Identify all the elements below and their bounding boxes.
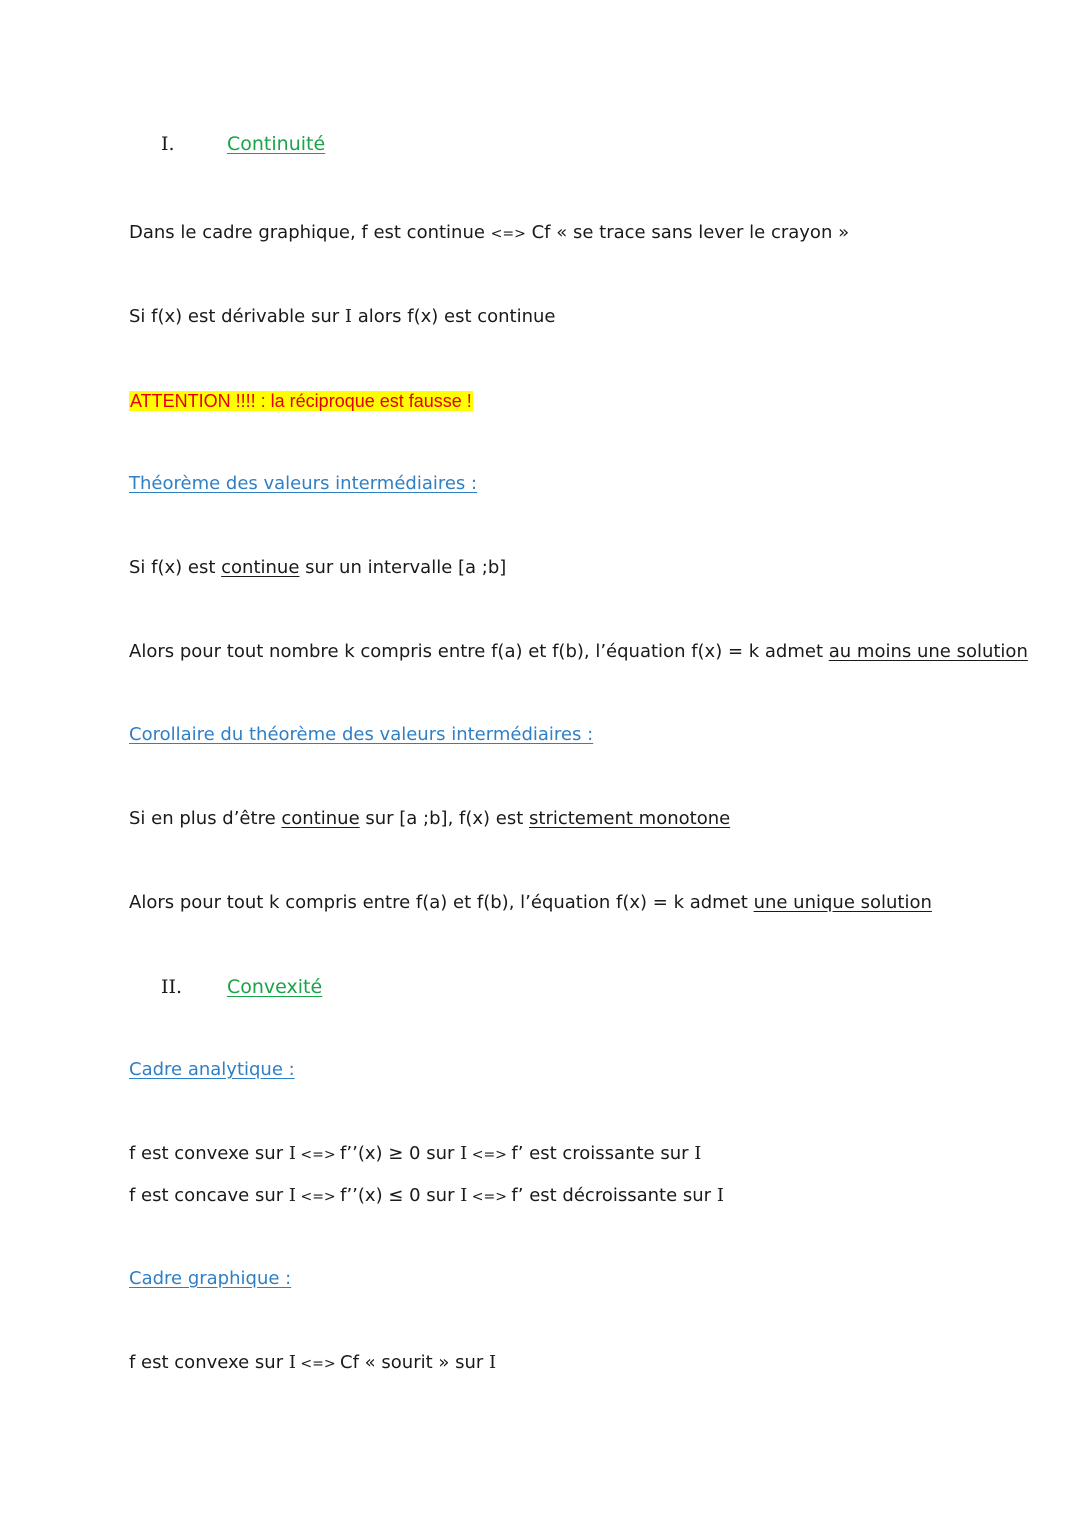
text-part: Dans le cadre graphique, f est continue	[129, 222, 491, 243]
analytic-heading	[129, 1058, 295, 1082]
interval-symbol: I	[344, 306, 352, 327]
section-1-title: Continuité	[227, 133, 326, 155]
interval-symbol: I	[288, 1185, 297, 1206]
convex-analytic-line	[129, 1142, 701, 1167]
equivalence-symbol: <=>	[467, 1147, 512, 1163]
interval-symbol: I	[489, 1352, 497, 1373]
underlined-term: une unique solution	[753, 892, 932, 913]
concave-analytic-line	[129, 1184, 724, 1209]
convex-graphic-line	[129, 1351, 496, 1376]
interval-symbol: I	[288, 1143, 296, 1164]
text-part: Cf « se trace sans lever le crayon »	[525, 222, 850, 243]
analytic-title: Cadre analytique :	[129, 1059, 295, 1080]
corollary-hypothesis-line	[129, 807, 730, 831]
underlined-term: strictement monotone	[529, 808, 731, 829]
corollary-conclusion-line	[129, 891, 932, 915]
graphic-continuity-line	[129, 221, 849, 246]
text-part: alors f(x) est continue	[351, 306, 556, 327]
graphic-heading	[129, 1267, 291, 1291]
interval-symbol: I	[460, 1143, 468, 1164]
equivalence-symbol: <=>	[490, 226, 526, 242]
interval-symbol: I	[288, 1352, 296, 1373]
interval-symbol: I	[716, 1185, 724, 1206]
section-2-title: Convexité	[227, 976, 323, 998]
underlined-term: continue	[221, 557, 300, 578]
interval-symbol: I	[694, 1143, 702, 1164]
underlined-term: continue	[281, 808, 360, 829]
text-part: Si f(x) est dérivable sur	[129, 306, 345, 327]
interval-symbol: I	[460, 1185, 468, 1206]
equivalence-symbol: <=>	[467, 1189, 512, 1205]
tvi-heading	[129, 472, 477, 496]
derivable-line	[129, 305, 556, 329]
tvi-conclusion-line	[129, 640, 1028, 664]
warning-line	[129, 389, 473, 414]
section-1-number: I.	[161, 133, 175, 155]
text-part: f est convexe sur	[129, 1352, 289, 1373]
text-part: f est concave sur	[129, 1185, 289, 1206]
text-part: Si f(x) est	[129, 557, 222, 578]
text-part: Alors pour tout k compris entre f(a) et f(b), l’équation f(x) = k admet	[129, 892, 754, 913]
text-part: f’’(x) ≥ 0 sur	[340, 1143, 461, 1164]
equivalence-symbol: <=>	[295, 1356, 341, 1372]
equivalence-symbol: <=>	[296, 1189, 341, 1205]
text-part: sur un intervalle [a ;b]	[299, 557, 507, 578]
text-part: f’’(x) ≤ 0 sur	[340, 1185, 461, 1206]
corollary-title: Corollaire du théorème des valeurs intermédiaires :	[129, 724, 594, 745]
corollary-heading	[129, 723, 593, 747]
equivalence-symbol: <=>	[295, 1147, 341, 1163]
text-part: f’ est décroissante sur	[511, 1185, 717, 1206]
warning-highlight: ATTENTION !!!! : la réciproque est fausse !	[130, 391, 472, 411]
text-part: f est convexe sur	[129, 1143, 289, 1164]
text-part: Alors pour tout nombre k compris entre f(a) et f(b), l’équation f(x) = k admet	[129, 641, 829, 662]
section-2-number: II.	[161, 976, 183, 998]
text-part: Cf « sourit » sur	[340, 1352, 490, 1373]
tvi-title: Théorème des valeurs intermédiaires :	[129, 473, 478, 494]
text-part: Si en plus d’être	[129, 808, 282, 829]
tvi-hypothesis-line	[129, 556, 506, 580]
text-part: sur [a ;b], f(x) est	[359, 808, 530, 829]
text-part: f’ est croissante sur	[511, 1143, 695, 1164]
underlined-term: au moins une solution	[828, 641, 1028, 662]
graphic-title: Cadre graphique :	[129, 1268, 292, 1289]
